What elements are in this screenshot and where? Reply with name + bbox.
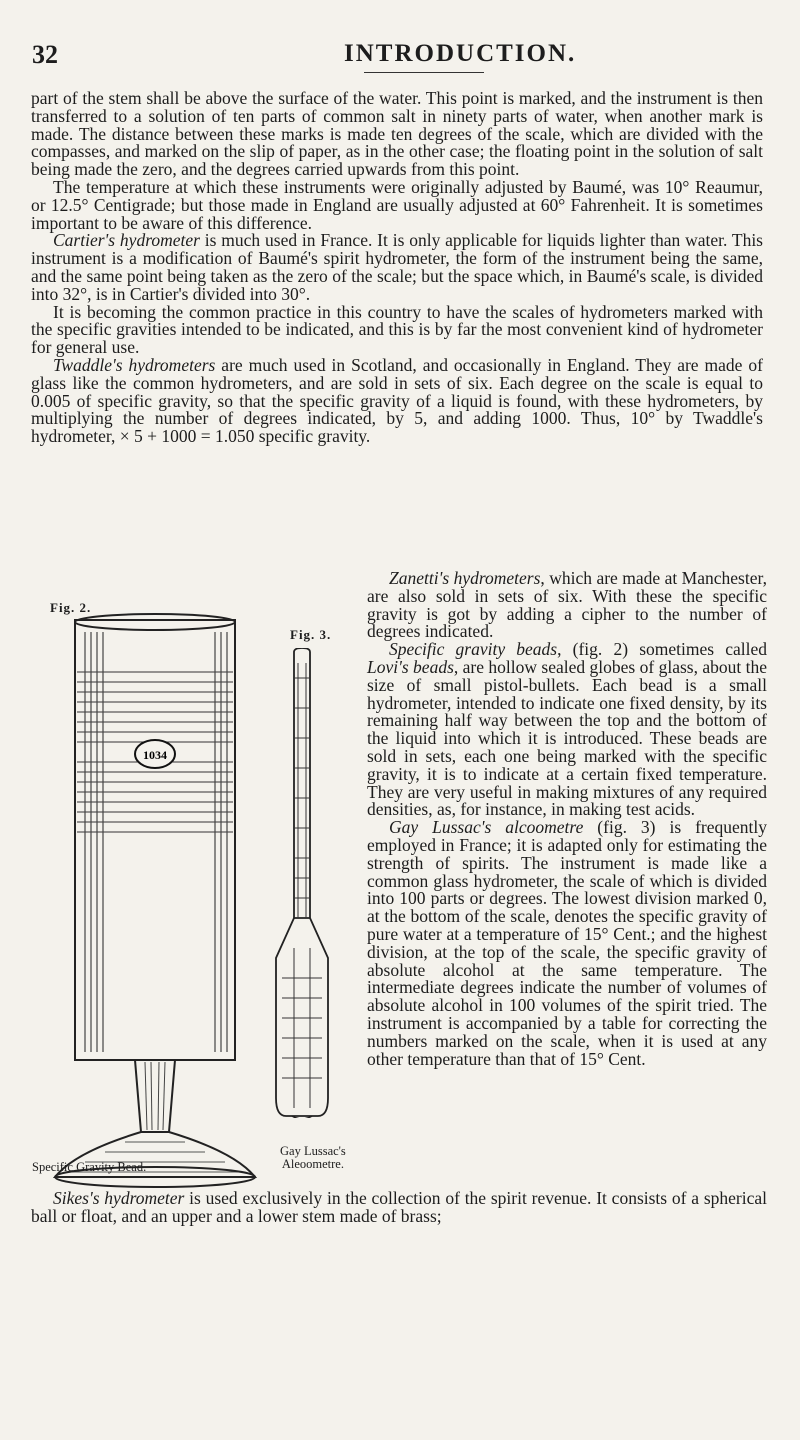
fig-3-label: Fig. 3. (290, 627, 332, 642)
paragraph-3: is much used in France. It is only applicable for liquids lighter than water. This instrument is a modification of Baumé's spirit hydrometer, the form of the instrument being the same, and the same point being taken as the zero of the scale; but the space which, in Baumé's scale, is divided into 32°, is in Cartier's divided into 30°. (31, 230, 763, 304)
paragraph-7-mid: , (fig. 2) sometimes called (557, 639, 767, 660)
sikes-term: Sikes's hydrometer (53, 1188, 185, 1208)
bead-label: 1034 (143, 748, 167, 762)
paragraph-9: is used exclusively in the collection of the spirit revenue. It consists of a spherical ball or float, and an upper and a lower stem made of brass; (31, 1188, 767, 1226)
paragraph-4: It is becoming the common practice in this country to have the scales of hydrometers marked with the specific gravities intended to be indicated, and this is by far the most convenient kind of hydrometer for general use. (31, 301, 763, 358)
body-text-column (367, 570, 767, 1068)
paragraph-1: part of the stem shall be above the surface of the water. This point is marked, and the instrument is then transferred to a solution of ten parts of common salt in ninety parts of water, when another mark is made. The distance between these marks is made ten degrees of the scale, which are divided with the compasses, and marked on the slip of paper, as in the other case; the floating point in the solution of salt being made the zero, and the degrees carried upwards from this point. (31, 88, 763, 180)
cartier-term: Cartier's hydrometer (53, 230, 200, 251)
page-header (32, 40, 776, 72)
fig-3-caption (280, 1145, 346, 1171)
paragraph-5: are much used in Scotland, and occasionally in England. They are made of glass like the common hydrometers, and are sold in sets of six. Each degree on the scale is equal to 0.005 of specific gravity, so that the specific gravity of a liquid is found, with these hydrometers, by multiplying the number of degrees indicated, by 5, and adding 1000. Thus, 10° by Twaddle's hydrometer, × 5 + 1000 = 1.050 specific gravity. (31, 354, 763, 447)
running-head: INTRODUCTION. (344, 40, 577, 67)
alcoometre-figure (272, 648, 362, 1118)
fig-2-caption: Specific Gravity Bead. (32, 1160, 147, 1174)
lovi-term: Lovi's beads (367, 656, 454, 677)
twaddle-term: Twaddle's hydrometers (53, 354, 216, 375)
paragraph-2: The temperature at which these instruments were originally adjusted by Baumé, was 10° Reaumur, or 12.5° Centigrade; but those made in England are usually adjusted at 60° Fahrenheit. It is sometimes important to be aware of this difference. (31, 176, 763, 233)
body-text-top (31, 90, 763, 446)
fig-3-caption-line1: Gay Lussac's (280, 1144, 346, 1158)
paragraph-8: (fig. 3) is frequently employed in France; it is adapted only for estimating the strength of spirits. The instrument is made like a common glass hydrometer, the scale of which is divided into 100 parts or degrees. The lowest division marked 0, at the bottom of the scale, denotes the specific gravity of pure water at a temperature of 15° Cent.; and the highest division, at the top of the scale, the specific gravity of absolute alcohol at the same temperature. The intermediate degrees indicate the number of volumes of absolute alcohol in 100 volumes of the spirit tried. The instrument is accompanied by a table for correcting the numbers marked on the scale, when it is used at any other temperature than that of 15° Cent. (367, 817, 768, 1069)
specific-gravity-bead-figure (45, 612, 265, 1202)
beads-term: Specific gravity beads (389, 639, 558, 660)
gay-lussac-term: Gay Lussac's alcoometre (389, 817, 584, 838)
zanetti-term: Zanetti's hydrometers (389, 568, 541, 588)
paragraph-7: , are hollow sealed globes of glass, about the size of small pistol-bullets. Each bead is a small hydrometer, intended to indicate one fixed density, by its remaining half way between the top and the bottom of the liquid into which it is introduced. These beads are sold in sets, each one being marked with the specific gravity, it is to indicate at a certain fixed temperature. They are very useful in making mixtures of any required densities, as, for instance, in making test acids. (367, 656, 767, 820)
fig-2-label: Fig. 2. (50, 600, 92, 615)
fig-3-caption-line2: Aleoometre. (281, 1157, 344, 1171)
header-rule (364, 72, 484, 73)
page-number: 32 (32, 40, 58, 69)
paragraph-6: , which are made at Manchester, are also sold in sets of six. With these the specific gravity is got by adding a cipher to the number of degrees indicated. (367, 568, 767, 642)
